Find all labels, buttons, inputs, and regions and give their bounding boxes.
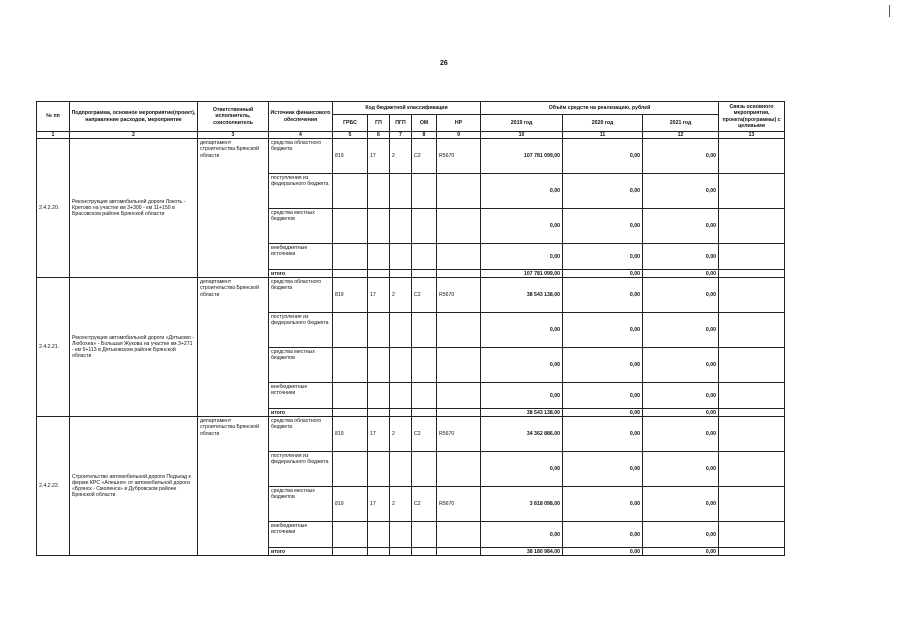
code-gp: 17 <box>368 139 390 174</box>
link-cell <box>719 452 785 487</box>
link-cell <box>719 270 785 278</box>
amount-2020: 0,00 <box>563 383 643 409</box>
code-om <box>412 313 437 348</box>
code-pgp <box>390 313 412 348</box>
empty-cell <box>390 270 412 278</box>
column-number: 3 <box>198 132 269 139</box>
table-row <box>37 278 785 313</box>
amount-2021: 0,00 <box>643 487 719 522</box>
code-gp <box>368 174 390 209</box>
amount-2019: 0,00 <box>481 348 563 383</box>
link-cell <box>719 139 785 174</box>
column-number: 7 <box>390 132 412 139</box>
amount-2020: 0,00 <box>563 417 643 452</box>
code-om <box>412 244 437 270</box>
code-nr: R5670 <box>437 487 481 522</box>
code-grbs: 819 <box>333 139 368 174</box>
total-2021: 0,00 <box>643 409 719 417</box>
column-number: 4 <box>269 132 333 139</box>
funding-source: внебюджетные источники <box>269 244 333 270</box>
empty-cell <box>437 409 481 417</box>
column-number: 11 <box>563 132 643 139</box>
link-cell <box>719 548 785 556</box>
amount-2019: 0,00 <box>481 244 563 270</box>
header-no: № пп <box>37 102 70 132</box>
link-cell <box>719 174 785 209</box>
code-grbs <box>333 522 368 548</box>
empty-cell <box>437 548 481 556</box>
funding-source: поступления из федерального бюджета <box>269 313 333 348</box>
funding-source: средства областного бюджета <box>269 278 333 313</box>
amount-2021: 0,00 <box>643 209 719 244</box>
amount-2020: 0,00 <box>563 313 643 348</box>
code-nr <box>437 522 481 548</box>
code-grbs <box>333 244 368 270</box>
code-pgp <box>390 348 412 383</box>
code-pgp: 2 <box>390 278 412 313</box>
column-number: 10 <box>481 132 563 139</box>
responsible-executor: департамент строительства Брянской области <box>198 139 269 278</box>
column-number: 6 <box>368 132 390 139</box>
funding-source: поступления из федерального бюджета <box>269 174 333 209</box>
funding-source: средства местных бюджетов <box>269 209 333 244</box>
empty-cell <box>333 548 368 556</box>
header-gp: ГП <box>368 115 390 132</box>
amount-2019: 0,00 <box>481 209 563 244</box>
code-nr <box>437 244 481 270</box>
header-link: Связь основного мероприятия, проекта(программы) с целевыми <box>719 102 785 132</box>
amount-2020: 0,00 <box>563 522 643 548</box>
amount-2020: 0,00 <box>563 209 643 244</box>
responsible-executor: департамент строительства Брянской области <box>198 278 269 417</box>
total-2020: 0,00 <box>563 409 643 417</box>
header-om: ОМ <box>412 115 437 132</box>
header-2019: 2019 год <box>481 115 563 132</box>
header-program: Подпрограмма, основное мероприятие(проект), направление расходов, мероприятие <box>70 102 198 132</box>
item-name: Реконструкция автомобильной дороги «Дятьково - Любохна» - Большая Жукова на участке км 3+271 - км 6+113 в Дятьковском районе Брянской области <box>70 278 198 417</box>
amount-2020: 0,00 <box>563 487 643 522</box>
code-om: С2 <box>412 417 437 452</box>
amount-2021: 0,00 <box>643 139 719 174</box>
header-budget-code: Код бюджетной классификации <box>333 102 481 115</box>
code-gp: 17 <box>368 487 390 522</box>
code-pgp <box>390 174 412 209</box>
code-grbs: 819 <box>333 417 368 452</box>
link-cell <box>719 278 785 313</box>
code-gp <box>368 452 390 487</box>
total-2021: 0,00 <box>643 548 719 556</box>
table-row <box>37 139 785 174</box>
amount-2021: 0,00 <box>643 278 719 313</box>
header-nr: НР <box>437 115 481 132</box>
code-grbs <box>333 313 368 348</box>
empty-cell <box>368 270 390 278</box>
code-pgp: 2 <box>390 417 412 452</box>
link-cell <box>719 209 785 244</box>
link-cell <box>719 409 785 417</box>
total-2019: 107 781 099,00 <box>481 270 563 278</box>
code-grbs <box>333 174 368 209</box>
amount-2021: 0,00 <box>643 452 719 487</box>
empty-cell <box>390 409 412 417</box>
column-number: 12 <box>643 132 719 139</box>
code-nr <box>437 209 481 244</box>
column-number: 9 <box>437 132 481 139</box>
empty-cell <box>412 270 437 278</box>
funding-source: внебюджетные источники <box>269 522 333 548</box>
item-number: 2.4.2.21. <box>37 278 70 417</box>
amount-2020: 0,00 <box>563 139 643 174</box>
total-2019: 38 180 984,00 <box>481 548 563 556</box>
code-pgp <box>390 522 412 548</box>
header-volume: Объём средств на реализацию, рублей <box>481 102 719 115</box>
link-cell <box>719 487 785 522</box>
code-om <box>412 209 437 244</box>
code-nr: R5670 <box>437 417 481 452</box>
empty-cell <box>390 548 412 556</box>
code-nr: R5670 <box>437 278 481 313</box>
column-number: 2 <box>70 132 198 139</box>
code-gp: 17 <box>368 417 390 452</box>
total-2019: 38 543 138,00 <box>481 409 563 417</box>
amount-2020: 0,00 <box>563 174 643 209</box>
link-cell <box>719 522 785 548</box>
link-cell <box>719 313 785 348</box>
budget-table <box>36 101 785 556</box>
amount-2019: 0,00 <box>481 313 563 348</box>
column-number-row <box>37 132 785 139</box>
item-name: Реконструкция автомобильной дороги Локоть - Кретово на участке км 3+300 - км 11+150 в Брасовском районе Брянской области <box>70 139 198 278</box>
amount-2021: 0,00 <box>643 244 719 270</box>
code-grbs: 819 <box>333 278 368 313</box>
amount-2020: 0,00 <box>563 278 643 313</box>
header-responsible: Ответственный исполнитель, соисполнитель <box>198 102 269 132</box>
funding-source: средства областного бюджета <box>269 417 333 452</box>
empty-cell <box>333 270 368 278</box>
code-om <box>412 452 437 487</box>
header-2021: 2021 год <box>643 115 719 132</box>
code-pgp: 2 <box>390 487 412 522</box>
code-pgp <box>390 209 412 244</box>
total-label: итого <box>269 270 333 278</box>
code-gp <box>368 209 390 244</box>
code-om <box>412 522 437 548</box>
funding-source: внебюджетные источники <box>269 383 333 409</box>
code-gp: 17 <box>368 278 390 313</box>
amount-2019: 0,00 <box>481 383 563 409</box>
code-nr: R5670 <box>437 139 481 174</box>
link-cell <box>719 383 785 409</box>
column-number: 13 <box>719 132 785 139</box>
amount-2019: 0,00 <box>481 522 563 548</box>
code-om: С2 <box>412 139 437 174</box>
code-nr <box>437 383 481 409</box>
link-cell <box>719 417 785 452</box>
item-number: 2.4.2.20. <box>37 139 70 278</box>
empty-cell <box>412 548 437 556</box>
code-om <box>412 348 437 383</box>
code-nr <box>437 452 481 487</box>
amount-2019: 0,00 <box>481 452 563 487</box>
item-name: Строительство автомобильной дороги Подъезд к ферме КРС «Алешня» от автомобильной дороги «Брянск - Смоленск» в Дубровском районе Брянской области <box>70 417 198 556</box>
total-label: итого <box>269 548 333 556</box>
total-2021: 0,00 <box>643 270 719 278</box>
code-om <box>412 174 437 209</box>
empty-cell <box>368 409 390 417</box>
code-grbs <box>333 348 368 383</box>
empty-cell <box>412 409 437 417</box>
total-label: итого <box>269 409 333 417</box>
column-number: 8 <box>412 132 437 139</box>
amount-2021: 0,00 <box>643 522 719 548</box>
funding-source: средства областного бюджета <box>269 139 333 174</box>
empty-cell <box>368 548 390 556</box>
amount-2021: 0,00 <box>643 348 719 383</box>
empty-cell <box>437 270 481 278</box>
header-2020: 2020 год <box>563 115 643 132</box>
code-gp <box>368 244 390 270</box>
amount-2020: 0,00 <box>563 348 643 383</box>
code-gp <box>368 348 390 383</box>
empty-cell <box>333 409 368 417</box>
amount-2021: 0,00 <box>643 383 719 409</box>
code-pgp <box>390 244 412 270</box>
page-number: 26 <box>440 60 448 67</box>
code-pgp <box>390 452 412 487</box>
code-om <box>412 383 437 409</box>
funding-source: средства местных бюджетов <box>269 487 333 522</box>
amount-2019: 38 543 138,00 <box>481 278 563 313</box>
total-2020: 0,00 <box>563 548 643 556</box>
link-cell <box>719 348 785 383</box>
header-source: Источник финансового обеспечения <box>269 102 333 132</box>
funding-source: средства местных бюджетов <box>269 348 333 383</box>
funding-source: поступления из федерального бюджета <box>269 452 333 487</box>
table-row <box>37 417 785 452</box>
code-grbs <box>333 452 368 487</box>
code-pgp: 2 <box>390 139 412 174</box>
amount-2019: 0,00 <box>481 174 563 209</box>
code-gp <box>368 522 390 548</box>
code-gp <box>368 313 390 348</box>
code-grbs: 819 <box>333 487 368 522</box>
column-number: 5 <box>333 132 368 139</box>
header-grbs: ГРБС <box>333 115 368 132</box>
link-cell <box>719 244 785 270</box>
amount-2019: 107 781 099,00 <box>481 139 563 174</box>
code-om: С2 <box>412 278 437 313</box>
item-number: 2.4.2.22. <box>37 417 70 556</box>
code-grbs <box>333 383 368 409</box>
code-pgp <box>390 383 412 409</box>
amount-2020: 0,00 <box>563 244 643 270</box>
code-gp <box>368 383 390 409</box>
code-nr <box>437 313 481 348</box>
amount-2019: 3 818 098,00 <box>481 487 563 522</box>
code-nr <box>437 174 481 209</box>
amount-2020: 0,00 <box>563 452 643 487</box>
total-2020: 0,00 <box>563 270 643 278</box>
code-om: С2 <box>412 487 437 522</box>
column-number: 1 <box>37 132 70 139</box>
amount-2021: 0,00 <box>643 174 719 209</box>
scan-edge-mark <box>889 5 890 17</box>
responsible-executor: департамент строительства Брянской области <box>198 417 269 556</box>
code-grbs <box>333 209 368 244</box>
code-nr <box>437 348 481 383</box>
header-pgp: ПГП <box>390 115 412 132</box>
amount-2021: 0,00 <box>643 313 719 348</box>
amount-2019: 34 362 886,00 <box>481 417 563 452</box>
amount-2021: 0,00 <box>643 417 719 452</box>
